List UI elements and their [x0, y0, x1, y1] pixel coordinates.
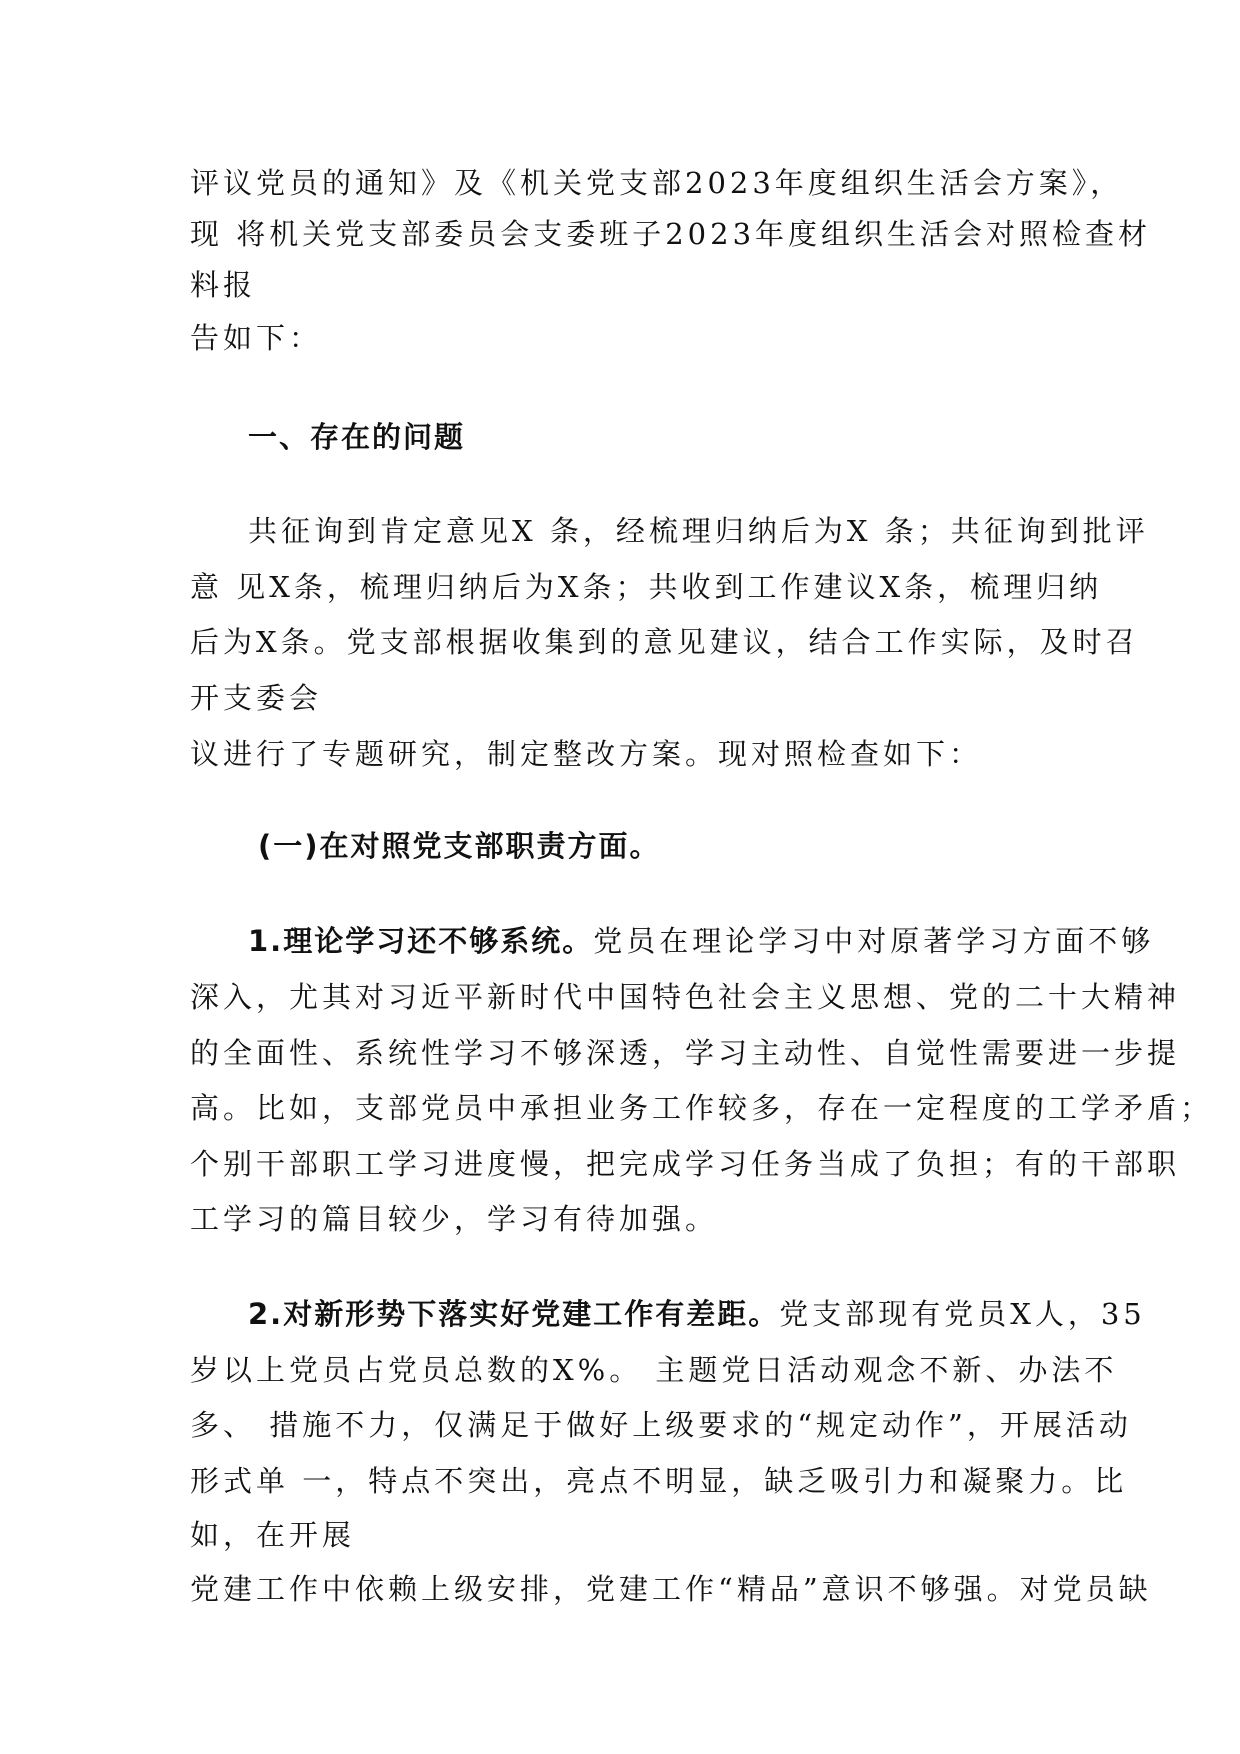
- intro-line-2: 现 将机关党支部委员会支委班子2023年度组织生活会对照检查材: [190, 217, 1152, 251]
- item2-line-1-text: 党支部现有党员X人，35: [779, 1297, 1146, 1331]
- section-para-line-1: 共征询到肯定意见X 条，经梳理归纳后为X 条；共征询到批评: [248, 514, 1149, 548]
- section-para-line-2: 意 见X条，梳理归纳后为X条；共收到工作建议X条，梳理归纳: [190, 570, 1103, 604]
- item1-line-6: 工学习的篇目较少，学习有待加强。: [190, 1202, 719, 1236]
- intro-line-1: 评议党员的通知》及《机关党支部2023年度组织生活会方案》，: [190, 166, 1124, 200]
- item1-line-1: [248, 921, 1155, 961]
- item1-line-5: 个别干部职工学习进度慢，把完成学习任务当成了负担；有的干部职: [190, 1147, 1181, 1181]
- item2-line-5: 如，在开展: [190, 1518, 356, 1552]
- item2-line-1: [248, 1294, 1146, 1334]
- item1-title: 1.理论学习还不够系统。: [248, 924, 594, 958]
- subsection-heading: (一)在对照党支部职责方面。: [258, 829, 661, 863]
- section-heading: 一、存在的问题: [248, 420, 466, 454]
- item1-line-3: 的全面性、系统性学习不够深透，学习主动性、自觉性需要进一步提: [190, 1036, 1181, 1070]
- section-para-line-3: 后为X条。党支部根据收集到的意见建议，结合工作实际，及时召: [190, 625, 1139, 659]
- intro-line-3: 料报: [190, 268, 257, 302]
- section-para-line-4: 开支委会: [190, 681, 323, 715]
- item2-line-3: 多、 措施不力，仅满足于做好上级要求的“规定动作”，开展活动: [190, 1408, 1132, 1442]
- item1-line-2: 深入，尤其对习近平新时代中国特色社会主义思想、党的二十大精神: [190, 980, 1181, 1014]
- item1-line-4: 高。比如，支部党员中承担业务工作较多，存在一定程度的工学矛盾；: [190, 1091, 1214, 1125]
- item2-title: 2.对新形势下落实好党建工作有差距。: [248, 1297, 780, 1331]
- item2-line-6: 党建工作中依赖上级安排，党建工作“精品”意识不够强。对党员缺: [190, 1572, 1152, 1606]
- item1-line-1-text: 党员在理论学习中对原著学习方面不够: [593, 924, 1155, 958]
- item2-line-2: 岁以上党员占党员总数的X%。 主题党日活动观念不新、办法不: [190, 1353, 1118, 1387]
- item2-line-4: 形式单 一，特点不突出，亮点不明显，缺乏吸引力和凝聚力。比: [190, 1464, 1128, 1498]
- intro-line-4: 告如下：: [190, 321, 323, 355]
- section-para-line-5: 议进行了专题研究，制定整改方案。现对照检查如下：: [190, 737, 983, 771]
